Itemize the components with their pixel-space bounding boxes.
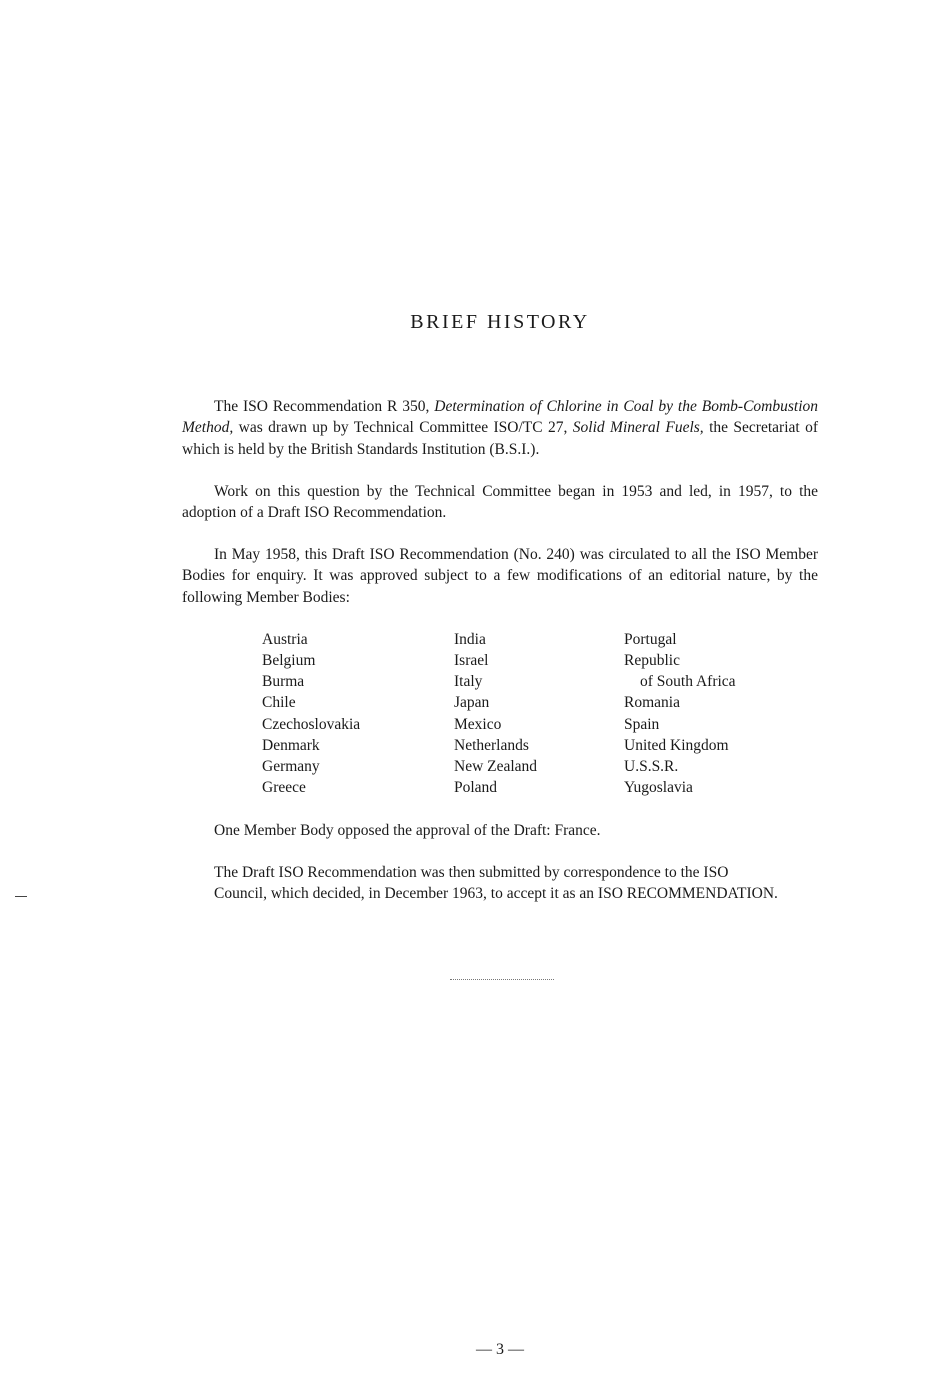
paragraph-work: Work on this question by the Technical Committee began in 1953 and led, in 1957, to the adoption of a Draft ISO Recommendation. xyxy=(182,482,818,522)
member-bodies-list xyxy=(182,629,818,800)
member-body: Mexico xyxy=(454,715,502,733)
document-body xyxy=(182,396,818,925)
member-body: Italy xyxy=(454,673,483,691)
member-body-continuation: of South Africa xyxy=(640,673,736,691)
member-body: Yugoslavia xyxy=(624,779,693,797)
member-body: Romania xyxy=(624,694,680,712)
section-end-rule xyxy=(450,979,554,980)
member-body: Netherlands xyxy=(454,736,529,754)
member-column-2 xyxy=(454,629,537,799)
member-body: Chile xyxy=(262,694,296,712)
member-body: Republic xyxy=(624,651,680,669)
member-body: Israel xyxy=(454,651,489,669)
paragraph-acceptance xyxy=(182,862,818,905)
member-body: United Kingdom xyxy=(624,736,729,754)
margin-mark xyxy=(15,896,27,897)
paragraph-origin xyxy=(182,396,818,460)
origin-text-c: the Secretariat of which is held by the British Standards Institution (B.S.I.). xyxy=(182,419,818,458)
committee-name: Solid Mineral Fuels, xyxy=(572,419,704,437)
page-number: — 3 — xyxy=(476,1341,524,1358)
recommendation-title: Determination of Chlorine in Coal by the Bomb-Combustion Method, xyxy=(182,398,818,437)
member-body: Japan xyxy=(454,694,490,712)
member-body: Czechoslovakia xyxy=(262,715,361,733)
member-body: Portugal xyxy=(624,630,677,648)
paragraph-opposition: One Member Body opposed the approval of the Draft: France. xyxy=(214,821,601,839)
member-body: India xyxy=(454,630,486,648)
member-body: Greece xyxy=(262,779,306,797)
member-column-3 xyxy=(624,629,736,799)
member-body: U.S.S.R. xyxy=(624,757,679,775)
acceptance-text: The Draft ISO Recommendation was then submitted by correspondence to the ISO xyxy=(214,863,729,881)
member-column-1 xyxy=(262,629,360,799)
member-body: Denmark xyxy=(262,736,320,754)
acceptance-last-line: Council, which decided, in December 1963, to accept it as an ISO RECOMMENDATION. xyxy=(214,885,778,903)
origin-text-a: The ISO Recommendation R 350, xyxy=(214,398,435,415)
member-body: Burma xyxy=(262,673,305,691)
page-title: BRIEF HISTORY xyxy=(410,311,590,333)
member-body: Spain xyxy=(624,715,660,733)
member-body: New Zealand xyxy=(454,757,538,775)
member-body: Belgium xyxy=(262,651,316,669)
paragraph-enquiry: In May 1958, this Draft ISO Recommendation (No. 240) was circulated to all the ISO Member Bodies for enquiry. It was approved subject to a few modifications of an editorial nature, by the following Member Bodies: xyxy=(182,546,818,606)
member-body: Austria xyxy=(262,630,308,648)
member-body: Poland xyxy=(454,779,498,797)
origin-text-b: was drawn up by Technical Committee ISO/TC 27, xyxy=(233,419,573,437)
member-body: Germany xyxy=(262,757,320,775)
